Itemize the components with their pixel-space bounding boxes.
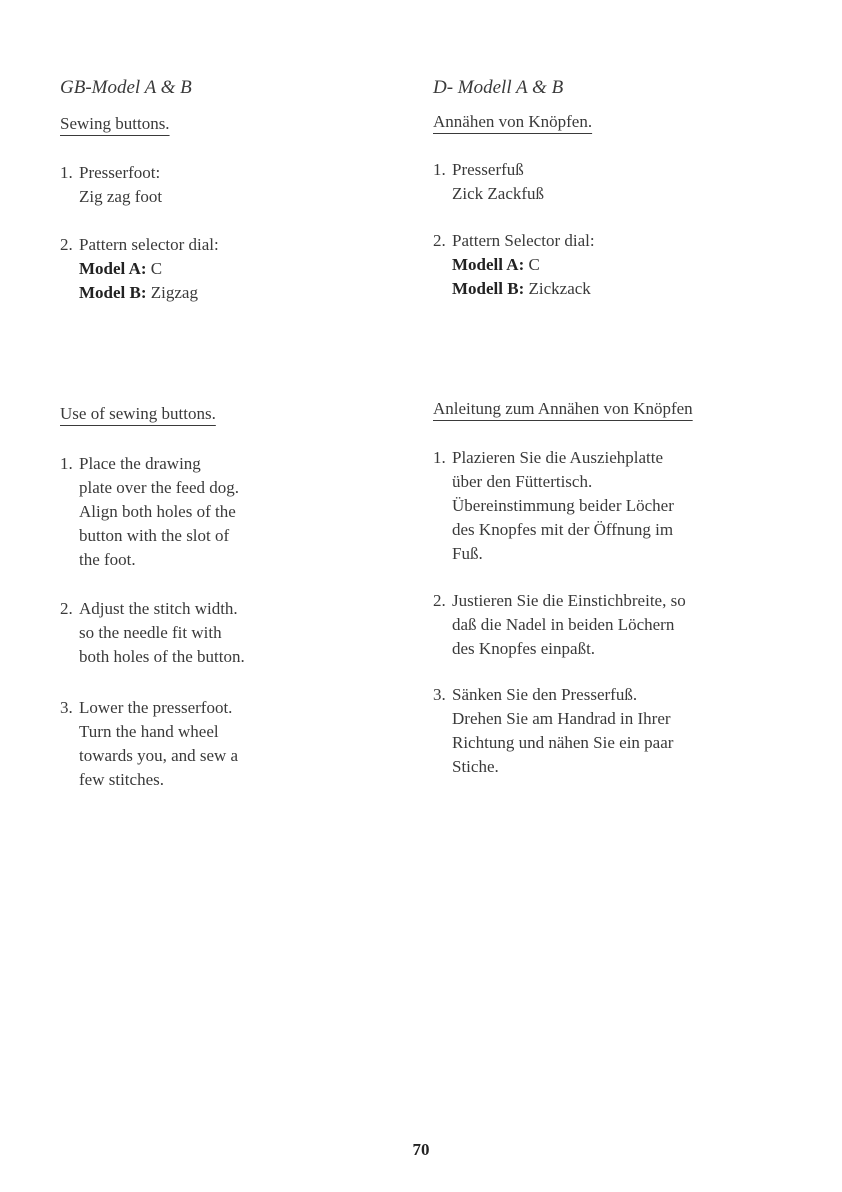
modell-b-label: Modell B: [452, 279, 525, 298]
step-line: des Knopfes einpaßt. [452, 639, 596, 658]
modell-a-value: C [528, 255, 540, 274]
step-line: Turn the hand wheel [79, 722, 219, 741]
step-line: Plazieren Sie die Ausziehplatte [452, 448, 664, 467]
english-section-title-use-of-sewing-buttons: Use of sewing buttons. [60, 404, 216, 423]
presserfuss-value: Zick Zackfuß [452, 184, 545, 203]
step-line: Fuß. [452, 544, 483, 563]
presserfuss-label: Presserfuß [452, 160, 524, 179]
presserfoot-value: Zig zag foot [79, 187, 163, 206]
step-line: Lower the presserfoot. [79, 698, 233, 717]
step-number: 2. [60, 599, 73, 618]
step-line: few stitches. [79, 770, 164, 789]
model-b-setting [79, 281, 219, 305]
model-a-label: Model A: [79, 259, 147, 278]
model-b-label: Model B: [79, 283, 147, 302]
item-number: 1. [60, 163, 73, 182]
english-model-heading: GB-Model A & B [60, 77, 192, 98]
german-model-heading: D- Modell A & B [433, 77, 564, 98]
step-line: des Knopfes mit der Öffnung im [452, 520, 674, 539]
presserfoot-label: Presserfoot: [79, 163, 161, 182]
model-a-value: C [150, 259, 163, 278]
step-line: über den Füttertisch. [452, 472, 593, 491]
english-section-title-sewing-buttons: Sewing buttons. [60, 114, 170, 133]
step-line: button with the slot of [79, 526, 230, 545]
item-number: 1. [433, 160, 446, 179]
step-number: 3. [60, 698, 73, 717]
step-line: the foot. [79, 550, 136, 569]
step-number: 1. [60, 454, 73, 473]
pattern-selector-label: Pattern Selector dial: [452, 231, 595, 250]
german-section-title-annaehen: Annähen von Knöpfen. [433, 112, 593, 131]
step-line: Richtung und nähen Sie ein paar [452, 733, 674, 752]
modell-b-setting [452, 277, 595, 301]
step-line: towards you, and sew a [79, 746, 239, 765]
step-line: Adjust the stitch width. [79, 599, 238, 618]
model-b-value: Zigzag [150, 283, 198, 302]
german-section-title-anleitung: Anleitung zum Annähen von Knöpfen [433, 399, 693, 418]
step-line: Drehen Sie am Handrad in Ihrer [452, 709, 671, 728]
step-line: Übereinstimmung beider Löcher [452, 496, 674, 515]
pattern-selector-label: Pattern selector dial: [79, 235, 219, 254]
step-line: Sänken Sie den Presserfuß. [452, 685, 638, 704]
step-line: Place the drawing [79, 454, 201, 473]
step-number: 2. [433, 591, 446, 610]
page-number: 70 [412, 1140, 430, 1159]
item-number: 2. [433, 231, 446, 250]
step-line: daß die Nadel in beiden Löchern [452, 615, 675, 634]
step-line: plate over the feed dog. [79, 478, 240, 497]
modell-b-value: Zickzack [528, 279, 591, 298]
step-line: so the needle fit with [79, 623, 222, 642]
step-number: 3. [433, 685, 446, 704]
step-number: 1. [433, 448, 446, 467]
step-line: Stiche. [452, 757, 499, 776]
item-number: 2. [60, 235, 73, 254]
modell-a-setting [452, 253, 595, 277]
modell-a-label: Modell A: [452, 255, 525, 274]
step-line: both holes of the button. [79, 647, 245, 666]
model-a-setting [79, 257, 219, 281]
step-line: Justieren Sie die Einstichbreite, so [452, 591, 686, 610]
step-line: Align both holes of the [79, 502, 236, 521]
